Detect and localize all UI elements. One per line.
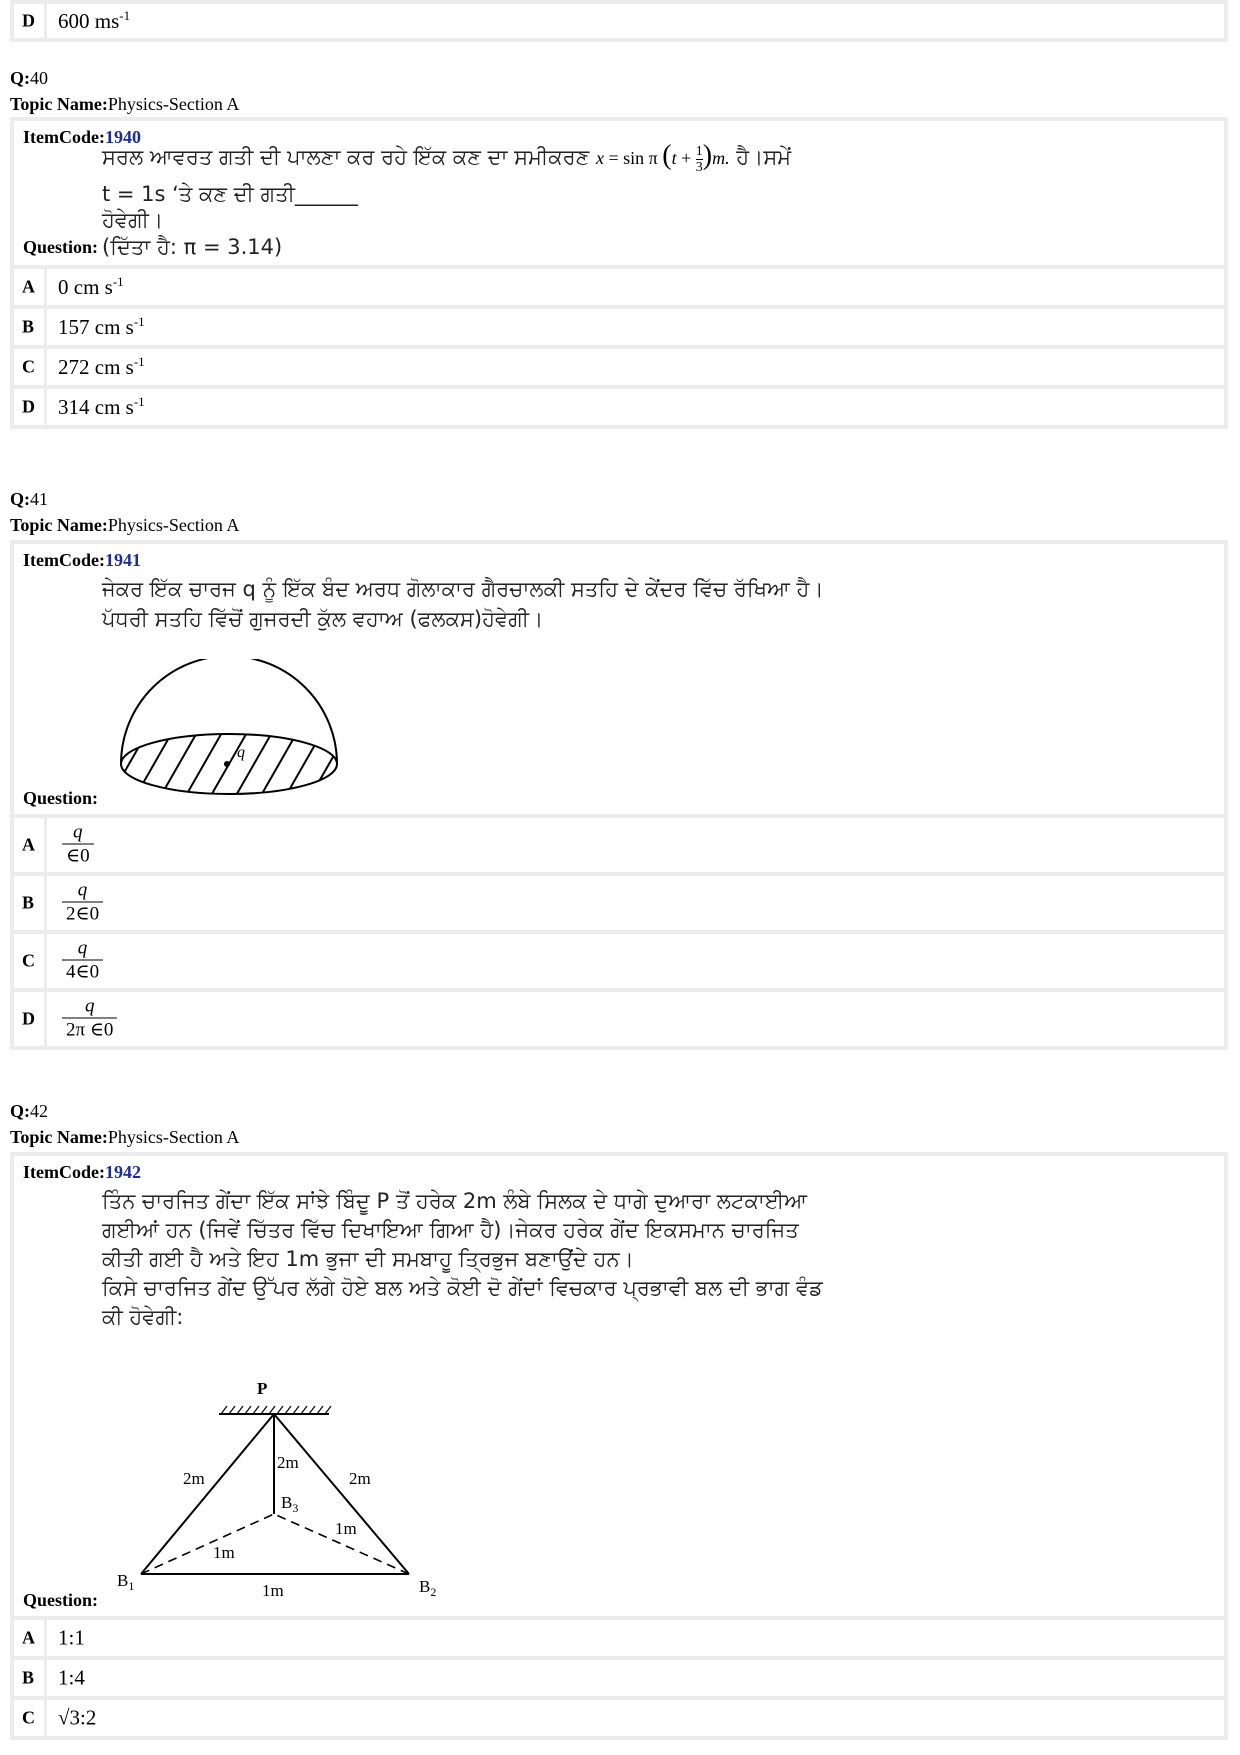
- question-text-line: ਗਈਆਂ ਹਨ (ਜਿਵੇਂ ਚਿੱਤਰ ਵਿੱਚ ਦਿਖਾਇਆ ਗਿਆ ਹੈ)।ਜੇਕਰ ਹਰੇਕ ਗੇਂਦ ਇਕਸਮਾਨ ਚਾਰਜਿਤ: [102, 1218, 799, 1242]
- option-a[interactable]: [14, 818, 1224, 872]
- question-text-line: t = 1s ‘ਤੇ ਕਣ ਦੀ ਗਤੀ______: [102, 182, 358, 206]
- option-letter: C: [22, 950, 35, 971]
- ball-b2-label: $B_2$: [419, 1577, 437, 1599]
- pendulum-triangle-figure: [109, 1374, 449, 1614]
- option-divider: [44, 349, 47, 385]
- option-letter: B: [22, 1667, 35, 1688]
- option-d[interactable]: [14, 4, 1224, 38]
- question-box: [14, 1156, 1224, 1616]
- question-label: Question:: [23, 788, 99, 808]
- option-text: 272 cm $s^{-1}$: [58, 354, 145, 379]
- option-divider: [44, 1660, 47, 1696]
- option-divider: [44, 1620, 47, 1656]
- question-label: Question:: [23, 1590, 99, 1610]
- question-text-line: ਜੇਕਰ ਇੱਕ ਚਾਰਜ q ਨੂੰ ਇੱਕ ਬੰਦ ਅਰਧ ਗੋਲਾਕਾਰ ਗੈਰਚਾਲਕੀ ਸਤਹਿ ਦੇ ਕੇਂਦਰ ਵਿੱਚ ਰੱਖਿਆ ਹੈ।: [102, 577, 824, 601]
- option-fraction: $\frac{q}{4\in 0}$: [62, 938, 103, 985]
- question-text-line: ਕਿਸੇ ਚਾਰਜਿਤ ਗੇਂਦ ਉੱਪਰ ਲੱਗੇ ਹੋਏ ਬਲ ਅਤੇ ਕੋਈ ਦੋ ਗੇਂਦਾਂ ਵਿਚਕਾਰ ਪ੍ਰਭਾਵੀ ਬਲ ਦੀ ਭਾਗ ਵੰਡ: [102, 1276, 823, 1300]
- question-text-line: ਪੱਧਰੀ ਸਤਹਿ ਵਿੱਚੋਂ ਗੁਜਰਦੀ ਕੁੱਲ ਵਹਾਅ (ਫਲਕਸ)ਹੋਵੇਗੀ।: [102, 607, 544, 631]
- question-number: Q:40: [10, 68, 48, 88]
- option-letter: A: [22, 276, 35, 297]
- question-text-line: ਕੀ ਹੋਵੇਗੀ:: [102, 1305, 184, 1329]
- length-label: 1m: [213, 1543, 235, 1562]
- question-box: [14, 121, 1224, 265]
- option-letter: B: [22, 316, 35, 337]
- option-divider: [44, 389, 47, 425]
- option-text: 1:4: [58, 1665, 85, 1690]
- option-fraction: $\frac{q}{\in 0}$: [62, 822, 94, 869]
- option-divider: [44, 4, 47, 38]
- length-label: 2m: [349, 1469, 371, 1488]
- hemisphere-figure: [109, 659, 349, 809]
- option-b[interactable]: [14, 876, 1224, 930]
- option-text: 157 cm $s^{-1}$: [58, 314, 145, 339]
- ball-b1-label: $B_1$: [117, 1571, 135, 1593]
- option-letter: A: [22, 1627, 35, 1648]
- option-letter: C: [22, 1707, 35, 1728]
- option-divider: [44, 876, 47, 930]
- ball-b3-label: $B_3$: [281, 1493, 299, 1515]
- option-letter: D: [22, 396, 35, 417]
- option-c[interactable]: [14, 934, 1224, 988]
- option-a[interactable]: [14, 269, 1224, 305]
- question-number: Q:41: [10, 489, 48, 509]
- option-letter: D: [22, 10, 35, 31]
- option-text: 600 $ms^{-1}$: [58, 8, 131, 33]
- topic-name: Topic Name:Physics-Section A: [10, 1127, 240, 1147]
- option-b[interactable]: [14, 309, 1224, 345]
- equation: x = sin π (t + $\frac{1}{3}$ )m.: [596, 140, 730, 176]
- option-c[interactable]: [14, 349, 1224, 385]
- option-letter: C: [22, 356, 35, 377]
- question-text-line: ਤਿੰਨ ਚਾਰਜਿਤ ਗੇਂਦਾ ਇੱਕ ਸਾਂਝੇ ਬਿੰਦੂ P ਤੋਂ ਹਰੇਕ 2m ਲੰਬੇ ਸਿਲਕ ਦੇ ਧਾਗੇ ਦੁਆਰਾ ਲਟਕਾਈਆ: [102, 1189, 808, 1213]
- option-divider: [44, 269, 47, 305]
- prev-question-card: [10, 0, 1228, 42]
- option-divider: [44, 934, 47, 988]
- item-code: ItemCode:1941: [23, 550, 141, 570]
- question-text-line: ਕੀਤੀ ਗਈ ਹੈ ਅਤੇ ਇਹ 1m ਭੁਜਾ ਦੀ ਸਮਬਾਹੂ ਤ੍ਰਿਭੁਜ ਬਣਾਉਂਦੇ ਹਨ।: [102, 1247, 634, 1271]
- question-text-line: (ਦਿੱਤਾ ਹੈ: π = 3.14): [102, 235, 283, 259]
- option-divider: [44, 992, 47, 1046]
- option-divider: [44, 309, 47, 345]
- length-label: 2m: [277, 1453, 299, 1472]
- question-card-42: [10, 1152, 1228, 1740]
- option-c[interactable]: [14, 1700, 1224, 1736]
- option-fraction: $\frac{q}{2\in 0}$: [62, 880, 103, 927]
- question-card-41: [10, 540, 1228, 1050]
- question-number: Q:42: [10, 1101, 48, 1121]
- option-text: 0 cm $s^{-1}$: [58, 274, 124, 299]
- topic-name: Topic Name:Physics-Section A: [10, 94, 240, 114]
- option-letter: D: [22, 1008, 35, 1029]
- option-text: 1:1: [58, 1625, 85, 1650]
- item-code: ItemCode:1940: [23, 127, 141, 147]
- option-letter: A: [22, 834, 35, 855]
- question-text-line: ਸਰਲ ਆਵਰਤ ਗਤੀ ਦੀ ਪਾਲਣਾ ਕਰ ਰਹੇ ਇੱਕ ਕਣ ਦਾ ਸਮੀਕਰਣ x = sin π (t + $\frac{1}{3}$ )m. ਹੈ।ਸਮੇਂ: [102, 140, 792, 176]
- option-b[interactable]: [14, 1660, 1224, 1696]
- option-text: 314 cm $s^{-1}$: [58, 394, 145, 419]
- topic-name: Topic Name:Physics-Section A: [10, 515, 240, 535]
- option-text: √3:2: [58, 1705, 97, 1730]
- question-box: [14, 544, 1224, 814]
- length-label: 1m: [262, 1581, 284, 1600]
- option-d[interactable]: [14, 992, 1224, 1046]
- length-label: 2m: [183, 1469, 205, 1488]
- question-card-40: [10, 117, 1228, 429]
- option-letter: B: [22, 892, 35, 913]
- item-code: ItemCode:1942: [23, 1162, 141, 1182]
- option-divider: [44, 818, 47, 872]
- question-text-line: ਹੋਵੇਗੀ।: [102, 208, 164, 232]
- option-a[interactable]: [14, 1620, 1224, 1656]
- option-d[interactable]: [14, 389, 1224, 425]
- option-fraction: $\frac{q}{2\pi \in 0}$: [62, 996, 117, 1043]
- question-label: Question:: [23, 237, 99, 257]
- charge-label: q: [237, 744, 245, 761]
- length-label: 1m: [335, 1519, 357, 1538]
- point-p-label: P: [257, 1379, 268, 1398]
- option-divider: [44, 1700, 47, 1736]
